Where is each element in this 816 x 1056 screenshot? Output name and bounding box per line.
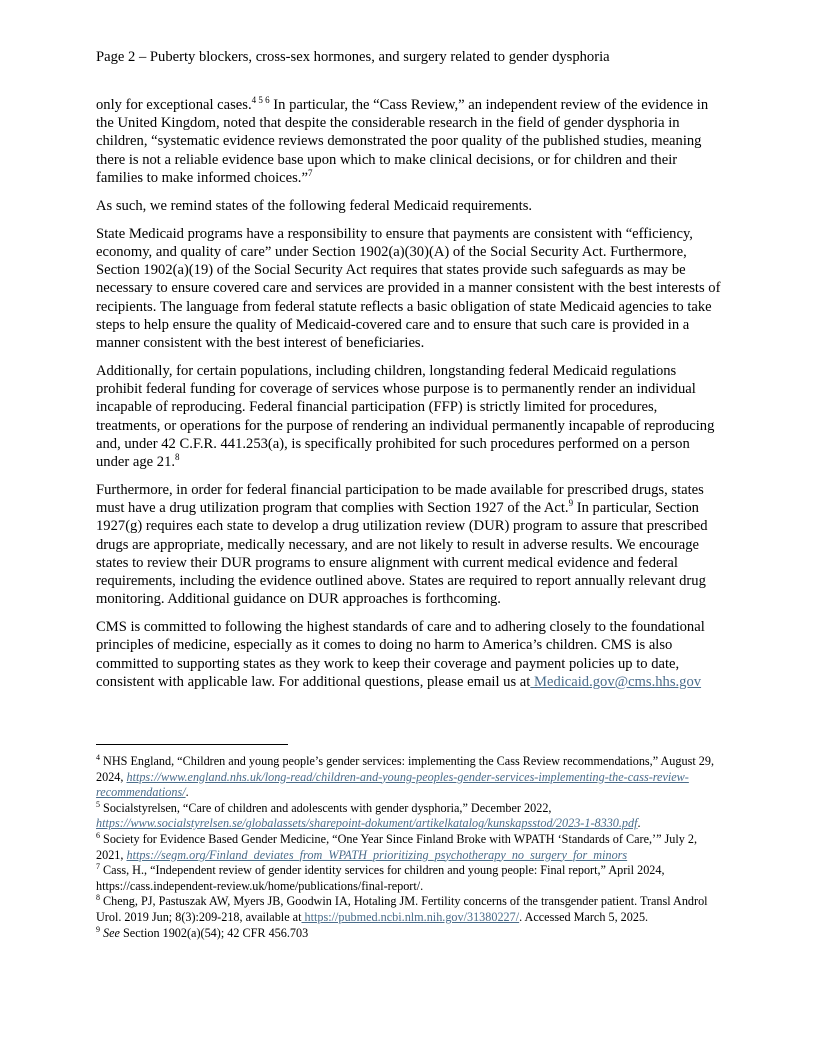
footnote-link[interactable]: https://segm.org/Finland_deviates_from_WPATH_prioritizing_psychotherapy_no_surgery_for_minors: [126, 847, 628, 862]
paragraph-text: Additionally, for certain populations, including children, longstanding federal Medicaid regulations prohibit federal funding for coverage of services whose purpose is to permanently render an individual incapable of reproducing. Federal financial participation (FFP) is strictly limited for procedures, treatments, or operations for the purpose of rendering an individual permanently incapable of reproducing and, under 42 C.F.R. 441.253(a), is specifically prohibited for such procedures performed on a person under age 21.: [96, 363, 715, 471]
footnote-text: Socialstyrelsen, “Care of children and adolescents with gender dysphoria,” December 2022,: [100, 800, 552, 815]
footnote-end: .: [185, 785, 189, 800]
document-body: [96, 96, 724, 701]
footnote-end: .: [637, 816, 641, 831]
footnote-number: 8: [96, 893, 100, 903]
footnote-9: [96, 926, 726, 942]
paragraph-reminder: As such, we remind states of the following federal Medicaid requirements.: [96, 197, 533, 214]
paragraph-text: In particular, Section 1927(g) requires each state to develop a drug utilization review (DUR) program to assure that prescribed drugs are appropriate, medically necessary, and are not likely to result in adverse results. We encourage states to review their DUR programs to ensure alignment with current medical evidence and federal requirements, including the evidence outlined above. States are required to report annually relevant drug monitoring. Additional guidance on DUR approaches is forthcoming.: [96, 500, 708, 608]
paragraph-text: only for exceptional cases.: [96, 97, 252, 113]
paragraph-cms-commitment: [96, 618, 724, 691]
footnote-text: Cass, H., “Independent review of gender identity services for children and young people: Final report,” April 2024, https://cass.independent-review.uk/home/publications/final-report/.: [96, 863, 665, 893]
footnote-link[interactable]: https://www.england.nhs.uk/long-read/children-and-young-peoples-gender-services-implementing-the-cass-review-recommendations/: [96, 769, 689, 800]
footnote-number: 9: [96, 924, 100, 934]
footnote-text: Section 1902(a)(54); 42 CFR 456.703: [119, 925, 309, 940]
paragraph-exceptional-cases: [96, 96, 724, 187]
footnote-number: 5: [96, 799, 100, 809]
footnote-number: 6: [96, 830, 100, 840]
paragraph-text: CMS is committed to following the highest standards of care and to adhering closely to the foundational principles of medicine, especially as it comes to doing no harm to America’s children. CMS is also committed to supporting states as they work to keep their coverage and payment policies up to date, consistent with applicable law. For additional questions, please email us at: [96, 619, 705, 690]
footnote-5: [96, 801, 726, 832]
paragraph-text: Furthermore, in order for federal financial participation to be made available for prescribed drugs, states must have a drug utilization program that complies with Section 1927 of the Act.: [96, 482, 704, 517]
footnote-end: . Accessed March 5, 2025.: [519, 909, 649, 924]
footnote-8: [96, 894, 726, 925]
footnote-separator: [96, 744, 288, 745]
footnote-text: NHS England, “Children and young people’s gender services: implementing the Cass Review recommendations,” August 29, 2024,: [96, 754, 714, 784]
footnote-link[interactable]: https://www.socialstyrelsen.se/globalassets/sharepoint-dokument/artikelkatalog/kunskapsstod/2023-1-8330.pdf: [96, 816, 638, 831]
footnote-number: 7: [96, 862, 100, 872]
footnote-ref[interactable]: 8: [175, 452, 180, 463]
footnotes: [96, 754, 726, 941]
footnote-see: See: [103, 925, 120, 940]
page-header: Page 2 – Puberty blockers, cross-sex hormones, and surgery related to gender dysphoria: [96, 49, 610, 65]
footnote-7: [96, 863, 726, 894]
footnote-ref[interactable]: 7: [307, 167, 313, 178]
footnote-text: Cheng, PJ, Pastuszak AW, Myers JB, Goodwin IA, Hotaling JM. Fertility concerns of the transgender patient. Transl Androl Urol. 2019 Jun; 8(3):209-218, available at: [96, 894, 708, 924]
footnote-number: 4: [96, 752, 100, 762]
paragraph-ffp: [96, 362, 724, 471]
email-link[interactable]: Medicaid.gov@cms.hhs.gov: [530, 673, 702, 690]
paragraph-state-medicaid: State Medicaid programs have a responsibility to ensure that payments are consistent with “efficiency, economy, and quality of care” under Section 1902(a)(30)(A) of the Social Security Act. Furthermore, Section 1902(a)(19) of the Social Security Act requires that states provide such safeguards as may be necessary to ensure covered care and services are provided in a manner consistent with the best interests of recipients. The language from federal statute reflects a basic obligation of state Medicaid agencies to take steps to help ensure the quality of Medicaid-covered care and to ensure that such care is provided in a manner consistent with the best interest of beneficiaries.: [96, 225, 721, 352]
footnote-link[interactable]: https://pubmed.ncbi.nlm.nih.gov/31380227/: [301, 909, 520, 924]
footnote-text: Society for Evidence Based Gender Medicine, “One Year Since Finland Broke with WPATH ‘Standards of Care,’” July 2, 2021,: [96, 831, 698, 862]
footnote-ref[interactable]: 4 5 6: [251, 95, 270, 106]
footnote-4: [96, 754, 726, 801]
footnote-ref[interactable]: 9: [568, 498, 574, 509]
paragraph-text: In particular, the “Cass Review,” an independent review of the evidence in the United Kingdom, noted that despite the considerable research in the field of gender dysphoria in children, “systematic evidence reviews demonstrated the poor quality of the published studies, meaning there is not a reliable evidence base upon which to make clinical decisions, or for children and their families to make informed choices.”: [96, 97, 709, 186]
footnote-6: [96, 832, 726, 863]
paragraph-dur: [96, 481, 724, 608]
